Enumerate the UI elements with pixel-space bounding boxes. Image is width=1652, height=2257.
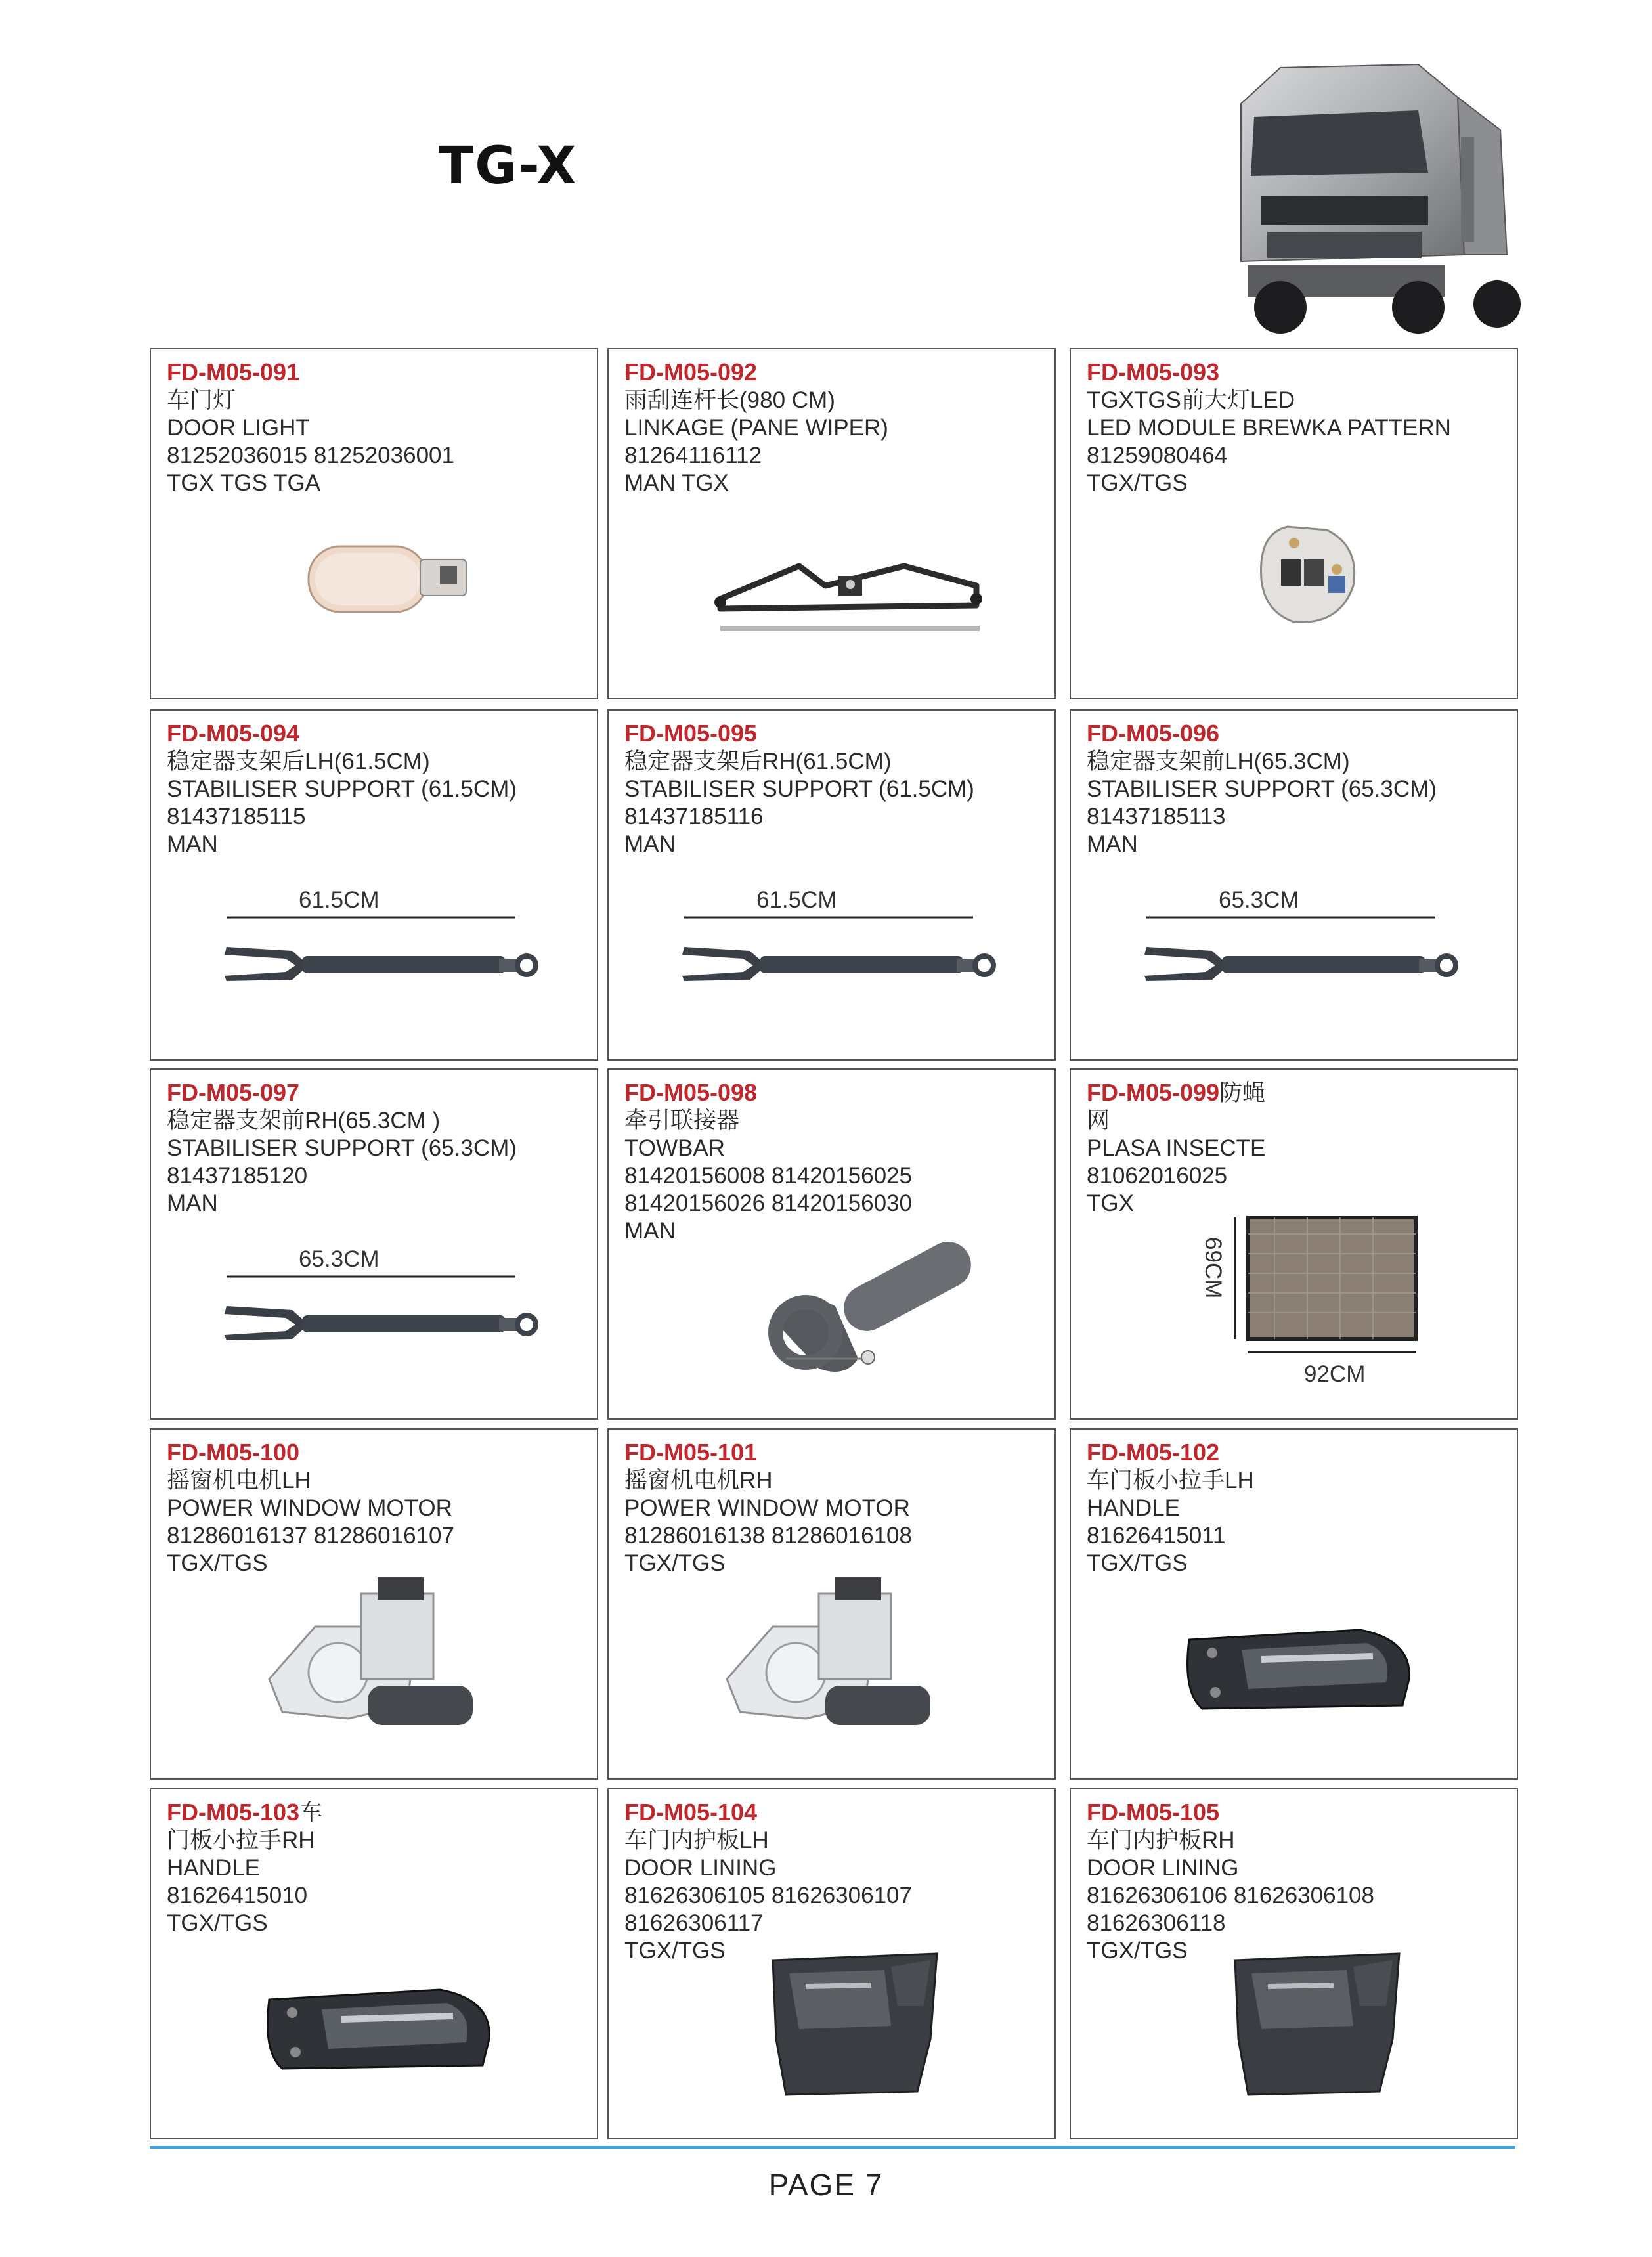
product-card: [607, 709, 1056, 1061]
product-info-line: 81264116112: [624, 443, 762, 468]
product-details: [624, 1799, 1045, 1965]
product-info-line: TGX/TGS: [1087, 1938, 1188, 1963]
product-info-line: 稳定器支架后RH(61.5CM): [624, 749, 892, 774]
product-card: [1070, 1068, 1518, 1420]
product-card: [150, 348, 598, 699]
product-details: [624, 1439, 1045, 1577]
product-details: [1087, 1079, 1508, 1217]
product-info-line: 81286016137 81286016107: [167, 1523, 454, 1548]
product-info-line: MAN: [167, 1191, 218, 1216]
product-info-line: LED MODULE BREWKA PATTERN: [1087, 415, 1451, 441]
product-info-line: MAN: [624, 831, 676, 857]
product-code: FD-M05-103: [167, 1799, 300, 1826]
product-info-line: 车门内护板LH: [624, 1828, 769, 1853]
product-info-line: 摇窗机电机RH: [624, 1468, 773, 1493]
product-info-line: TGXTGS前大灯LED: [1087, 387, 1295, 413]
product-info-line: 81626306106 81626306108: [1087, 1883, 1374, 1908]
product-info-line: STABILISER SUPPORT (61.5CM): [167, 776, 517, 802]
product-name-prefix: 防蝇: [1219, 1080, 1266, 1106]
product-details: [167, 1439, 588, 1577]
product-heading: [1087, 1799, 1508, 1827]
product-details: [167, 1799, 588, 1937]
product-details: [167, 1079, 588, 1217]
product-info-line: POWER WINDOW MOTOR: [167, 1495, 452, 1521]
product-card: [607, 1788, 1056, 2139]
product-card: [607, 1428, 1056, 1780]
product-info-line: 81626306105 81626306107: [624, 1883, 912, 1908]
product-info-line: TGX/TGS: [167, 1910, 268, 1936]
truck-photo-icon: [1202, 58, 1536, 340]
product-info-line: STABILISER SUPPORT (65.3CM): [167, 1135, 517, 1161]
product-heading: [624, 359, 1045, 387]
page-number: PAGE 7: [768, 2168, 884, 2202]
product-name-prefix: 车: [299, 1800, 323, 1826]
product-info-line: TGX/TGS: [624, 1938, 726, 1963]
product-details: [1087, 720, 1508, 858]
product-code: FD-M05-097: [167, 1079, 300, 1106]
product-info-line: TGX/TGS: [1087, 1550, 1188, 1576]
product-heading: [1087, 359, 1508, 387]
product-info-line: 81420156008 81420156025: [624, 1163, 912, 1189]
product-info-line: HANDLE: [167, 1855, 260, 1881]
product-details: [624, 720, 1045, 858]
product-info-line: 81626415011: [1087, 1523, 1226, 1548]
product-code: FD-M05-105: [1087, 1799, 1220, 1826]
product-heading: [167, 359, 588, 387]
product-info-line: HANDLE: [1087, 1495, 1180, 1521]
product-info-line: 81626306117: [624, 1910, 764, 1936]
product-heading: [167, 1079, 588, 1107]
product-info-line: LINKAGE (PANE WIPER): [624, 415, 888, 441]
product-info-line: 车门内护板RH: [1087, 1828, 1235, 1853]
product-code: FD-M05-102: [1087, 1439, 1220, 1466]
product-card: [150, 1428, 598, 1780]
product-info-line: TGX/TGS: [167, 1550, 268, 1576]
product-info-line: 81437185116: [624, 804, 764, 829]
product-details: [1087, 359, 1508, 497]
product-info-line: 81062016025: [1087, 1163, 1228, 1189]
product-info-line: PLASA INSECTE: [1087, 1135, 1266, 1161]
product-info-line: POWER WINDOW MOTOR: [624, 1495, 910, 1521]
product-details: [624, 359, 1045, 497]
dimension-width-label: 92CM: [1304, 1361, 1366, 1387]
product-info-line: MAN: [1087, 831, 1138, 857]
dimension-length-label: 65.3CM: [1219, 887, 1299, 913]
product-heading: [167, 1799, 588, 1827]
product-heading: [1087, 720, 1508, 748]
product-card: [150, 1788, 598, 2139]
product-info-line: 网: [1087, 1108, 1110, 1133]
product-details: [1087, 1799, 1508, 1965]
product-info-line: 门板小拉手RH: [167, 1828, 315, 1853]
product-heading: [167, 720, 588, 748]
product-info-line: TGX/TGS: [624, 1550, 726, 1576]
product-heading: [624, 720, 1045, 748]
product-info-line: 81437185115: [167, 804, 306, 829]
product-info-line: 81626415010: [167, 1883, 308, 1908]
product-info-line: DOOR LIGHT: [167, 415, 310, 441]
product-heading: [624, 1439, 1045, 1467]
product-info-line: 稳定器支架前LH(65.3CM): [1087, 749, 1350, 774]
product-heading: [624, 1799, 1045, 1827]
product-info-line: TOWBAR: [624, 1135, 725, 1161]
page-title: TG-X: [439, 137, 578, 196]
product-code: FD-M05-095: [624, 720, 758, 747]
product-info-line: STABILISER SUPPORT (61.5CM): [624, 776, 974, 802]
product-info-line: MAN TGX: [624, 470, 729, 496]
product-grid: [150, 348, 1515, 2128]
product-details: [167, 720, 588, 858]
product-code: FD-M05-096: [1087, 720, 1220, 747]
product-info-line: 81252036015 81252036001: [167, 443, 454, 468]
product-code: FD-M05-100: [167, 1439, 300, 1466]
product-heading: [624, 1079, 1045, 1107]
product-card: [1070, 348, 1518, 699]
product-card: [607, 1068, 1056, 1420]
product-code: FD-M05-091: [167, 359, 300, 385]
product-info-line: 81259080464: [1087, 443, 1228, 468]
product-details: [1087, 1439, 1508, 1577]
product-info-line: 81420156026 81420156030: [624, 1191, 912, 1216]
product-code: FD-M05-093: [1087, 359, 1220, 385]
product-code: FD-M05-098: [624, 1079, 758, 1106]
dimension-length-label: 61.5CM: [756, 887, 837, 913]
product-info-line: 车门板小拉手LH: [1087, 1468, 1254, 1493]
product-info-line: 81626306118: [1087, 1910, 1226, 1936]
product-info-line: TGX: [1087, 1191, 1134, 1216]
product-info-line: 81437185120: [167, 1163, 308, 1189]
product-heading: [1087, 1439, 1508, 1467]
product-card: [1070, 1788, 1518, 2139]
product-info-line: 稳定器支架前RH(65.3CM ): [167, 1108, 441, 1133]
product-info-line: MAN: [624, 1218, 676, 1244]
product-info-line: 81286016138 81286016108: [624, 1523, 912, 1548]
product-heading: [167, 1439, 588, 1467]
product-card: [150, 1068, 598, 1420]
product-info-line: 牵引联接器: [624, 1108, 740, 1133]
product-code: FD-M05-101: [624, 1439, 758, 1466]
product-card: [150, 709, 598, 1061]
footer-divider: [150, 2146, 1515, 2149]
product-info-line: MAN: [167, 831, 218, 857]
product-info-line: 车门灯: [167, 387, 236, 413]
dimension-height-label: 69CM: [1200, 1237, 1226, 1299]
product-info-line: DOOR LINING: [1087, 1855, 1239, 1881]
product-code: FD-M05-099: [1087, 1079, 1220, 1106]
product-info-line: 摇窗机电机LH: [167, 1468, 311, 1493]
product-info-line: DOOR LINING: [624, 1855, 777, 1881]
product-info-line: TGX/TGS: [1087, 470, 1188, 496]
product-card: [607, 348, 1056, 699]
dimension-length-label: 65.3CM: [299, 1246, 380, 1272]
product-info-line: 81437185113: [1087, 804, 1226, 829]
product-details: [624, 1079, 1045, 1245]
product-details: [167, 359, 588, 497]
product-card: [1070, 709, 1518, 1061]
product-code: FD-M05-104: [624, 1799, 758, 1826]
product-heading: [1087, 1079, 1508, 1107]
product-card: [1070, 1428, 1518, 1780]
product-info-line: TGX TGS TGA: [167, 470, 321, 496]
product-info-line: 稳定器支架后LH(61.5CM): [167, 749, 430, 774]
product-info-line: 雨刮连杆长(980 CM): [624, 387, 835, 413]
product-info-line: STABILISER SUPPORT (65.3CM): [1087, 776, 1437, 802]
product-code: FD-M05-092: [624, 359, 758, 385]
dimension-length-label: 61.5CM: [299, 887, 380, 913]
product-code: FD-M05-094: [167, 720, 300, 747]
